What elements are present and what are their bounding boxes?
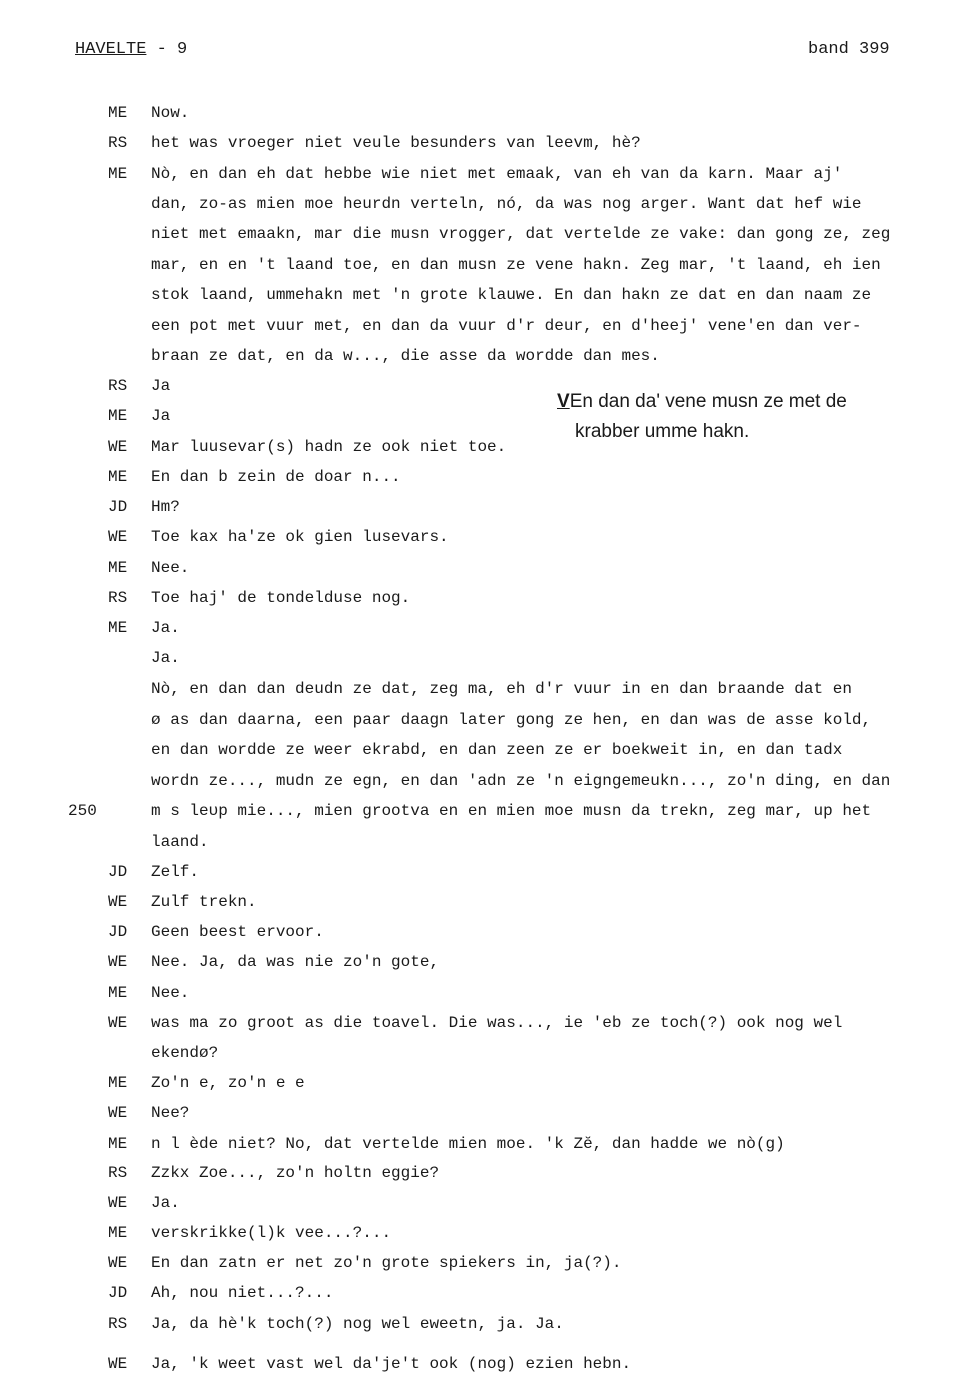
speaker-code: WE	[108, 1355, 128, 1373]
transcript-line	[0, 1192, 979, 1214]
transcript-line	[0, 861, 979, 883]
speaker-code: RS	[108, 377, 128, 395]
line-text: en dan wordde ze weer ekrabd, en dan zeen ze er boekweit in, en dan tadx	[151, 741, 843, 759]
speaker-code: RS	[108, 134, 128, 152]
place-name: HAVELTE	[75, 40, 147, 59]
transcript-line	[0, 1282, 979, 1304]
line-text: Ja, da hè'k toch(?) nog wel eweetn, ja. Ja.	[151, 1315, 564, 1333]
transcript-line	[0, 1162, 979, 1184]
transcript-line	[0, 102, 979, 124]
transcript-line	[0, 557, 979, 579]
speaker-code: JD	[108, 1284, 128, 1302]
line-text: Mar luusevar(s) hadn ze ook niet toe.	[151, 438, 507, 456]
line-text: verskrikke(l)k vee...?...	[151, 1224, 392, 1242]
page-number: - 9	[146, 40, 188, 59]
speaker-code: WE	[108, 528, 128, 546]
speaker-code: ME	[108, 1074, 128, 1092]
speaker-code: WE	[108, 893, 128, 911]
line-text: ø as dan daarna, een paar daagn later gong ze hen, en dan was de asse kold,	[151, 711, 872, 729]
line-number: 250	[68, 802, 97, 820]
speaker-code: RS	[108, 1315, 128, 1333]
line-text: mar, en en 't laand toe, en dan musn ze vene hakn. Zeg mar, 't laand, eh ien	[151, 256, 881, 274]
transcript-line	[0, 315, 979, 337]
transcript-line	[0, 284, 979, 306]
line-text: Nee.	[151, 559, 190, 577]
line-text: was ma zo groot as die toavel. Die was..., ie 'eb ze toch(?) ook nog wel	[151, 1014, 843, 1032]
transcript-line	[0, 1252, 979, 1274]
speaker-code: WE	[108, 1194, 128, 1212]
line-text: Geen beest ervoor.	[151, 923, 324, 941]
transcript-line	[0, 800, 979, 822]
transcript-line	[0, 1313, 979, 1335]
transcript-line	[0, 678, 979, 700]
transcript-line	[0, 647, 979, 669]
line-text: Zzkx Zoe..., zo'n holtn eggie?	[151, 1164, 440, 1182]
band-number: band 399	[808, 40, 890, 59]
transcript-line	[0, 375, 979, 397]
transcript-line	[0, 345, 979, 367]
transcript-line	[0, 223, 979, 245]
speaker-code: ME	[108, 559, 128, 577]
line-text: Nee.	[151, 984, 190, 1002]
transcript-line	[0, 831, 979, 853]
transcript-line	[0, 617, 979, 639]
transcript-line	[0, 891, 979, 913]
line-text: En dan zatn er net zo'n grote spiekers in, ja(?).	[151, 1254, 622, 1272]
transcript-line	[0, 193, 979, 215]
speaker-code: ME	[108, 1135, 128, 1153]
transcript-line	[0, 1102, 979, 1124]
line-text: Toe kax ha'ze ok gien lusevars.	[151, 528, 449, 546]
transcript-line	[0, 587, 979, 609]
speaker-code: JD	[108, 923, 128, 941]
line-text: Ja.	[151, 649, 180, 667]
speaker-code: ME	[108, 407, 128, 425]
line-text: m s leυp mie..., mien grootva en en mien moe musn da trekn, zeg mar, up het	[151, 802, 872, 820]
line-text: Zo'n e, zo'n e e	[151, 1074, 305, 1092]
transcript-line	[0, 709, 979, 731]
speaker-code: WE	[108, 1014, 128, 1032]
line-text: Nò, en dan dan deudn ze dat, zeg ma, eh d'r vuur in en dan braande dat en	[151, 680, 852, 698]
line-text: wordn ze..., mudn ze egn, en dan 'adn ze 'n eigngemeukn..., zo'n ding, en dan	[151, 772, 891, 790]
speaker-code: ME	[108, 468, 128, 486]
insertion-mark: V	[557, 391, 570, 412]
transcript-line	[0, 770, 979, 792]
line-text: Hm?	[151, 498, 180, 516]
transcript-line	[0, 496, 979, 518]
speaker-code: WE	[108, 953, 128, 971]
line-text: Nee. Ja, da was nie zo'n gote,	[151, 953, 440, 971]
transcript-line	[0, 254, 979, 276]
transcript-line	[0, 466, 979, 488]
speaker-code: WE	[108, 1104, 128, 1122]
transcript-line	[0, 951, 979, 973]
line-text: stok laand, ummehakn met 'n grote klauwe. En dan hakn ze dat en dan naam ze	[151, 286, 872, 304]
line-text: dan, zo-as mien moe heurdn verteln, nó, da was nog arger. Want dat hef wie	[151, 195, 862, 213]
speaker-code: JD	[108, 498, 128, 516]
line-text: ekendø?	[151, 1044, 219, 1062]
line-text: Ja, 'k weet vast wel da'je't ook (nog) ezien hebn.	[151, 1355, 632, 1373]
transcript-line	[0, 1072, 979, 1094]
line-text: Now.	[151, 104, 190, 122]
line-text: niet met emaakn, mar die musn vrogger, dat vertelde ze vake: dan gong ze, zeg	[151, 225, 891, 243]
speaker-code: ME	[108, 984, 128, 1002]
transcript-line	[0, 921, 979, 943]
transcript-line	[0, 436, 979, 458]
line-text: Ah, nou niet...?...	[151, 1284, 334, 1302]
line-text: Nò, en dan eh dat hebbe wie niet met emaak, van eh van da karn. Maar aj'	[151, 165, 843, 183]
margin-note-line-2: krabber umme hakn.	[575, 421, 750, 442]
speaker-code: ME	[108, 619, 128, 637]
speaker-code: WE	[108, 1254, 128, 1272]
line-text: braan ze dat, en da w..., die asse da wordde dan mes.	[151, 347, 660, 365]
margin-note-line-1: En dan da' vene musn ze met de	[569, 391, 847, 412]
transcript-line	[0, 163, 979, 185]
speaker-code: ME	[108, 104, 128, 122]
transcript-line	[0, 526, 979, 548]
speaker-code: RS	[108, 589, 128, 607]
speaker-code: ME	[108, 1224, 128, 1242]
speaker-code: WE	[108, 438, 128, 456]
line-text: Ja	[151, 407, 171, 425]
transcript-line	[0, 1133, 979, 1155]
line-text: Zulf trekn.	[151, 893, 257, 911]
line-text: laand.	[151, 833, 209, 851]
speaker-code: ME	[108, 165, 128, 183]
line-text: een pot met vuur met, en dan da vuur d'r deur, en d'heej' vene'en dan ver-	[151, 317, 862, 335]
line-text: En dan b zein de doar n...	[151, 468, 401, 486]
header-place	[75, 40, 187, 59]
transcript-line	[0, 1012, 979, 1034]
transcript-line	[0, 132, 979, 154]
transcript-line	[0, 982, 979, 1004]
speaker-code: RS	[108, 1164, 128, 1182]
transcript-line	[0, 405, 979, 427]
line-text: Ja.	[151, 1194, 180, 1212]
line-text: Toe haj' de tondelduse nog.	[151, 589, 411, 607]
line-text: Ja	[151, 377, 171, 395]
transcript-line	[0, 1222, 979, 1244]
line-text: Nee?	[151, 1104, 190, 1122]
line-text: Ja.	[151, 619, 180, 637]
line-text: Zelf.	[151, 863, 200, 881]
transcript-line	[0, 1353, 979, 1375]
speaker-code: JD	[108, 863, 128, 881]
line-text: het was vroeger niet veule besunders van leevm, hè?	[151, 134, 641, 152]
transcript-line	[0, 1042, 979, 1064]
transcript-line	[0, 739, 979, 761]
line-text: n l ède niet? No, dat vertelde mien moe. 'k Zĕ, dan hadde we nò(g)	[151, 1135, 785, 1153]
